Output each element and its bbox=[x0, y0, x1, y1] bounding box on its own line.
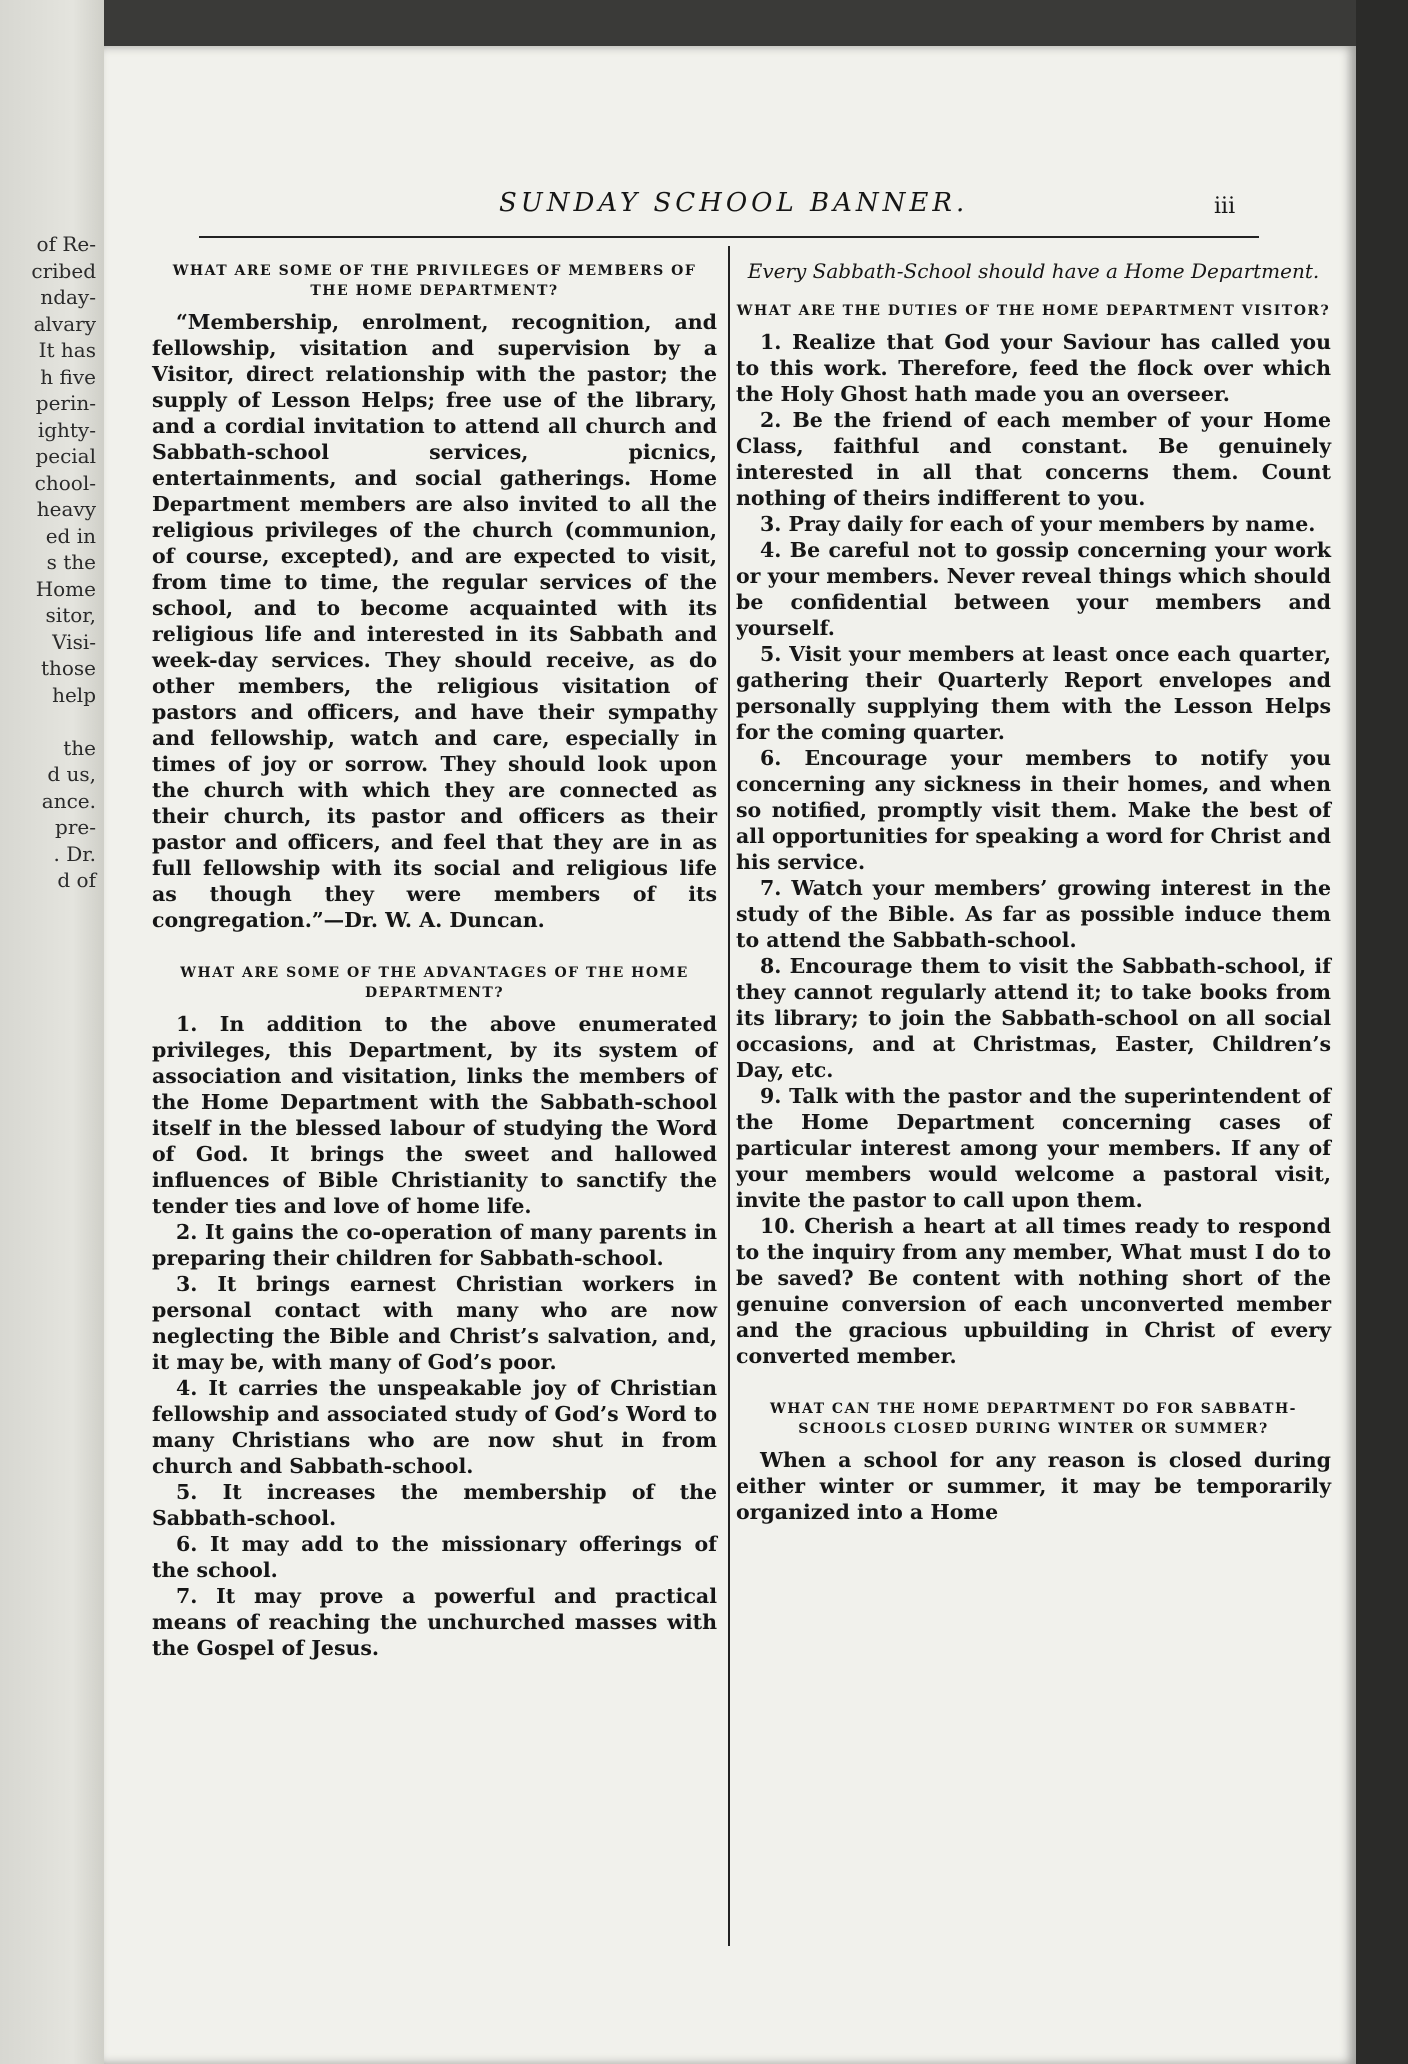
duty-item: 5. Visit your members at least once each quarter, gathering their Quarterly Report envelopes and personally supplying them with the Lesson Helps for the coming quarter. bbox=[736, 642, 1331, 744]
closed-schools-heading: WHAT CAN THE HOME DEPARTMENT DO FOR SABBATH-SCHOOLS CLOSED DURING WINTER OR SUMMER? bbox=[770, 1401, 1297, 1437]
duties-heading: WHAT ARE THE DUTIES OF THE HOME DEPARTMENT VISITOR? bbox=[736, 303, 1331, 319]
page bbox=[104, 46, 1356, 2064]
duty-item: 2. Be the friend of each member of your Home Class, faithful and constant. Be genuinely interested in all that concerns them. Count nothing of theirs indifferent to you. bbox=[736, 408, 1331, 510]
duty-item: 9. Talk with the pastor and the superintendent of the Home Department concerning cases of particular interest among your members. If any of your members would welcome a pastoral visit, invite the pastor to call upon them. bbox=[736, 1084, 1331, 1212]
left-column bbox=[152, 251, 717, 1661]
page-number: iii bbox=[1214, 194, 1236, 219]
advantage-item: 1. In addition to the above enumerated privileges, this Department, by its system of association and visitation, links the members of the Home Department with the Sabbath-school itself in the blessed labour of studying the Word of God. It brings the sweet and hallowed influences of Bible Christianity to sanctify the tender ties and love of home life. bbox=[152, 1012, 717, 1218]
duty-item: 4. Be careful not to gossip concerning your work or your members. Never reveal things which should be confidential between your members and yourself. bbox=[736, 538, 1331, 640]
prev-page-fragment: Visi- bbox=[52, 629, 96, 654]
prev-page-fragment: ed in bbox=[45, 523, 96, 548]
duty-item: 6. Encourage your members to notify you concerning any sickness in their homes, and when so notified, promptly visit them. Make the best of all opportunities for speaking a word for Christ and his service. bbox=[736, 746, 1331, 874]
prev-page-fragment: ighty- bbox=[37, 417, 96, 442]
duty-item: 7. Watch your members’ growing interest in the study of the Bible. As far as possible induce them to attend the Sabbath-school. bbox=[736, 876, 1331, 952]
section-spacer bbox=[152, 933, 717, 953]
prev-page-fragment: nday- bbox=[40, 285, 96, 309]
prev-page-fragment: pecial bbox=[35, 444, 96, 468]
advantage-item: 4. It carries the unspeakable joy of Christian fellowship and associated study of God’s Word to many Christians who are now shut in from church and Sabbath-school. bbox=[152, 1376, 717, 1478]
header-rule bbox=[199, 236, 1259, 238]
prev-page-fragment: pre- bbox=[55, 815, 96, 839]
duty-item: 3. Pray daily for each of your members by name. bbox=[760, 512, 1316, 536]
advantages-heading: WHAT ARE SOME OF THE ADVANTAGES OF THE HOME DEPARTMENT? bbox=[180, 965, 689, 1001]
prev-page-fragment: cribed bbox=[31, 258, 96, 283]
advantage-item: 6. It may add to the missionary offerings of the school. bbox=[152, 1532, 717, 1582]
prev-page-fragment: those bbox=[40, 656, 96, 680]
scan-background-edge bbox=[1356, 0, 1408, 2064]
italic-note: Every Sabbath-School should have a Home Department. bbox=[747, 259, 1320, 283]
prev-page-fragment: chool- bbox=[34, 470, 96, 495]
prev-page-fragment: perin- bbox=[35, 391, 96, 415]
prev-page-fragment: It has bbox=[38, 338, 96, 362]
duty-item: 8. Encourage them to visit the Sabbath-school, if they cannot regularly attend it; to take books from its library; to join the Sabbath-school on all social occasions, and at Christmas, Easter, Children’s Day, etc. bbox=[736, 954, 1331, 1082]
running-title: SUNDAY SCHOOL BANNER. bbox=[499, 188, 969, 218]
prev-page-fragment: s the bbox=[46, 550, 96, 574]
privileges-paragraph: “Membership, enrolment, recognition, and fellowship, visitation and supervision by a Visitor, direct relationship with the pastor; the supply of Lesson Helps; free use of the library, and a cordial invitation to attend all church and Sabbath-school services, picnics, entertainments, and social gatherings. Home Department members are also invited to all the religious privileges of the church (communion, of course, excepted), and are expected to visit, from time to time, the regular services of the school, and to become acquainted with its religious life and interested in its Sabbath and week-day services. They should receive, as do other members, the religious visitation of pastors and officers, and have their sympathy and fellowship, watch and care, especially in times of joy or sorrow. They should look upon the church with which they are connected as their church, its pastor and officers as their pastor and officers, and feel that they are in as full fellowship with its social and religious life as though they were members of its congregation.”—Dr. W. A. Duncan. bbox=[152, 310, 717, 932]
column-rule bbox=[728, 246, 730, 1946]
advantage-item: 2. It gains the co-operation of many parents in preparing their children for Sabbath-school. bbox=[152, 1220, 717, 1270]
section-spacer bbox=[736, 1369, 1331, 1389]
right-column bbox=[736, 251, 1331, 1525]
advantage-item: 5. It increases the membership of the Sabbath-school. bbox=[152, 1480, 717, 1530]
running-head bbox=[104, 188, 1356, 228]
previous-page-edge bbox=[0, 0, 104, 2064]
prev-page-fragment: . Dr. bbox=[53, 841, 96, 866]
prev-page-fragment: d us, bbox=[47, 762, 96, 786]
prev-page-fragment: ance. bbox=[41, 788, 96, 813]
prev-page-fragment: Home bbox=[35, 576, 96, 601]
duty-item: 10. Cherish a heart at all times ready to respond to the inquiry from any member, What must I do to be saved? Be content with nothing short of the genuine conversion of each unconverted member and the gracious upbuilding in Christ of every converted member. bbox=[736, 1214, 1331, 1368]
prev-page-fragment: of Re- bbox=[36, 232, 96, 256]
duty-item: 1. Realize that God your Saviour has called you to this work. Therefore, feed the flock over which the Holy Ghost hath made you an overseer. bbox=[736, 330, 1331, 406]
advantage-item: 3. It brings earnest Christian workers in personal contact with many who are now neglecting the Bible and Christ’s salvation, and, it may be, with many of God’s poor. bbox=[152, 1272, 717, 1374]
prev-page-fragment: the bbox=[63, 735, 96, 760]
closed-schools-paragraph: When a school for any reason is closed during either winter or summer, it may be temporarily organized into a Home bbox=[736, 1448, 1331, 1524]
prev-page-fragment: help bbox=[52, 682, 96, 707]
prev-page-fragment: h five bbox=[40, 364, 96, 389]
prev-page-fragment: heavy bbox=[36, 497, 96, 521]
prev-page-fragment: alvary bbox=[33, 311, 96, 336]
privileges-heading: WHAT ARE SOME OF THE PRIVILEGES OF MEMBERS OF THE HOME DEPARTMENT? bbox=[172, 263, 697, 299]
advantage-item: 7. It may prove a powerful and practical means of reaching the unchurched masses with the Gospel of Jesus. bbox=[152, 1584, 717, 1660]
prev-page-fragment: d of bbox=[57, 868, 96, 892]
prev-page-fragment: sitor, bbox=[45, 603, 96, 627]
